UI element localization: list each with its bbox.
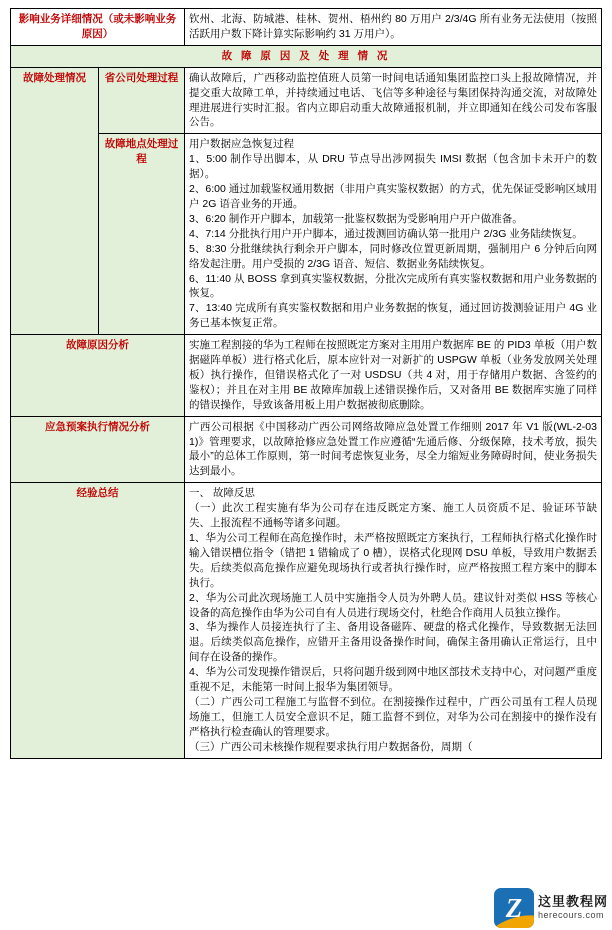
site-watermark: [494, 888, 608, 928]
lessons-line: 1、华为公司工程师在高危操作时，未严格按照既定方案执行，工程师执行格式化操作时输入错误槽位指令（错把 1 错输成了 0 槽），误格式化现网 DSU 单板，导致用户数据丢失。后续类似高危操作应避免现场执行或者执行操作时，应严格按照工程方案中的脚本执行。: [189, 532, 597, 589]
site-process-text: [185, 134, 602, 335]
province-process-text: 确认故障后，广西移动监控值班人员第一时间电话通知集团监控口头上报故障情况，并提交重大故障工单，并持续通过电话、飞信等多种途径与集团保持沟通交流，对故障处理进展进行实时汇报。省内立即启动重大故障通报机制，并立即通知在线公司发布客服公告。: [185, 67, 602, 134]
site-process-line: 7、13:40 完成所有真实鉴权数据和用户业务数据的恢复，通过回访拨测验证用户 4G 业务已基本恢复正常。: [189, 302, 597, 330]
site-process-line: 用户数据应急恢复过程: [189, 138, 294, 151]
table-row-site-process: [11, 134, 602, 335]
lessons-line: 2、华为公司此次现场施工人员中实施指令人员为外聘人员。建议针对类似 HSS 等核心设备的高危操作由华为公司自有人员进行现场交付，杜绝合作商用人员独立操作。: [189, 591, 597, 619]
logo-letter: Z: [505, 892, 523, 923]
logo-icon: [494, 888, 534, 928]
watermark-title: 这里教程网: [537, 894, 608, 910]
lessons-text: [185, 483, 602, 758]
table-row-province-process: [11, 67, 602, 134]
handling-label: 故障处理情况: [11, 67, 99, 334]
site-process-line: 1、5:00 制作导出脚本，从 DRU 节点导出涉网损失 IMSI 数据（包含加卡未开户的数据）。: [189, 153, 597, 181]
lessons-label: 经验总结: [11, 483, 185, 758]
watermark-text: [538, 895, 608, 920]
watermark-subtitle: herecours.com: [537, 910, 605, 921]
site-process-line: 3、6:20 制作开户脚本，加载第一批鉴权数据为受影响用户开户做准备。: [189, 212, 523, 225]
emergency-label: 应急预案执行情况分析: [11, 416, 185, 483]
table-row-lessons: [11, 483, 602, 758]
emergency-text: 广西公司根据《中国移动广西公司网络故障应急处置工作细则 2017 年 V1 版(WL-2-031)》管理要求，以故障抢修应急处置工作应遵循“先通后修、分级保障，技术考放，损失最小”的总体工作原则，第一时间考虑恢复业务，尽全力缩短业务障碍时间，使业务损失达到最小。: [185, 416, 602, 483]
site-process-line: 2、6:00 通过加载鉴权通用数据（非用户真实鉴权数据）的方式，优先保证受影响区域用户 2G 语音业务的开通。: [189, 183, 597, 210]
site-process-line: 5、8:30 分批继续执行剩余开户脚本，同时修改位置更新周期，强制用户 6 分钟后向网络发起注册。用户受损的 2/3G 语音、短信、数据业务陆续恢复。: [189, 242, 597, 270]
impact-text: 钦州、北海、防城港、桂林、贺州、梧州约 80 万用户 2/3/4G 所有业务无法使用（按照活跃用户数下降计算实际影响约 31 万用户）。: [185, 9, 602, 46]
table-row-impact: [11, 9, 602, 46]
lessons-line: （一）此次工程实施有华为公司存在违反既定方案、施工人员资质不足、验证环节缺失、上报流程不通畅等诸多问题。: [189, 502, 597, 530]
province-process-label: 省公司处理过程: [99, 67, 185, 134]
lessons-line: （三）广西公司未核操作规程要求执行用户数据备份，周期（: [189, 740, 473, 753]
lessons-line: （二）广西公司工程施工与监督不到位。在割接操作过程中，广西公司虽有工程人员现场施工，但施工人员安全意识不足，随工监督不到位，对华为公司在割接中的操作没有严格执行检查确认的管理要求。: [189, 695, 597, 738]
site-process-line: 4、7:14 分批执行用户开户脚本，通过拨测回访确认第一批用户 2/3G 业务陆续恢复。: [189, 227, 583, 240]
lessons-line: 4、华为公司发现操作错误后，只将问题升级到网中地区部技术支持中心，对问题严重度重视不足，未能第一时间上报华为集团领导。: [189, 666, 597, 694]
table-row-emergency: [11, 416, 602, 483]
lessons-line: 3、华为操作人员接连执行了主、备用设备磁阵、硬盘的格式化操作，导致数据无法回退。后续类似高危操作，应错开主备用设备操作时间，确保主备用确认正常运行，且中间存在设备的操作。: [189, 621, 597, 664]
section-title: 故 障 原 因 及 处 理 情 况: [11, 45, 602, 67]
cause-label: 故障原因分析: [11, 335, 185, 417]
table-row-cause: [11, 335, 602, 417]
table-row-section-title: [11, 45, 602, 67]
fault-report-table: [10, 8, 602, 759]
site-process-line: 6、11:40 从 BOSS 拿到真实鉴权数据，分批次完成所有真实鉴权数据和用户业务数据的恢复。: [189, 272, 597, 300]
impact-label: 影响业务详细情况（或未影响业务原因）: [11, 9, 185, 46]
cause-text: 实施工程割接的华为工程师在按照既定方案对主用用户数据库 BE 的 PID3 单板（用户数据磁阵单板）进行格式化后，原本应针对一对新扩的 USPGW 单板（业务发放网关处理板）执行操作，但错误格式化了一对 USDSU（共 4 对，用于存储用户数据、含签约的鉴权）；并且在对主用 BE 故障库加载上述错误操作后，又对备用 BE 数据库实施了同样的错误操作，导致该备用板上用户数据被彻底删除。: [185, 335, 602, 417]
site-process-label: 故障地点处理过程: [99, 134, 185, 335]
lessons-line: 一、 故障反思: [189, 487, 255, 500]
